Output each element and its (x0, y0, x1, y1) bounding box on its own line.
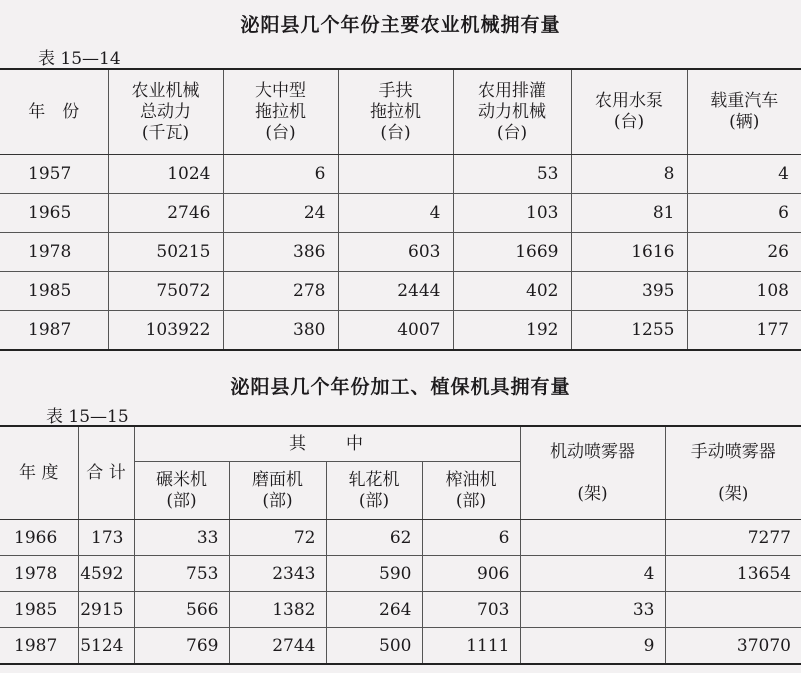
cell-hand-sprayer: 7277 (665, 520, 801, 556)
header-hand-sprayer: 手动喷雾器 (架) (665, 426, 801, 520)
table-header-row (0, 426, 801, 462)
table-row (0, 520, 801, 556)
table-row (0, 194, 801, 233)
table-row (0, 233, 801, 272)
cell-oil-press: 906 (422, 556, 520, 592)
header-oil-press: 榨油机 (部) (422, 462, 520, 520)
cell-rice-mill: 33 (134, 520, 229, 556)
cell-total: 4592 (78, 556, 134, 592)
cell-cotton-gin: 62 (326, 520, 422, 556)
cell-cotton-gin: 264 (326, 592, 422, 628)
cell-rice-mill: 566 (134, 592, 229, 628)
cell-irrigation: 192 (453, 311, 571, 351)
cell-truck: 108 (687, 272, 801, 311)
cell-pump: 81 (571, 194, 687, 233)
cell-year: 1985 (0, 272, 108, 311)
cell-flour-mill: 2343 (229, 556, 326, 592)
header-rice-mill: 碾米机 (部) (134, 462, 229, 520)
cell-year: 1987 (14, 635, 58, 656)
header-cotton-gin: 轧花机 (部) (326, 462, 422, 520)
cell-truck: 177 (687, 311, 801, 351)
cell-hand-sprayer (665, 592, 801, 628)
cell-flour-mill: 72 (229, 520, 326, 556)
header-year: 年 份 (0, 69, 108, 155)
cell-power-sprayer: 9 (520, 628, 665, 665)
processing-equipment-table (0, 425, 801, 665)
cell-year: 1966 (0, 520, 78, 556)
cell-hand-tractor (338, 155, 453, 194)
cell-year: 1978 (0, 233, 108, 272)
cell-cotton-gin: 590 (326, 556, 422, 592)
cell-year: 1978 (0, 556, 78, 592)
cell-oil-press: 1111 (422, 628, 520, 665)
cell-rice-mill: 769 (134, 628, 229, 665)
cell-power: 2746 (108, 194, 223, 233)
header-large-tractor: 大中型 拖拉机 (台) (223, 69, 338, 155)
cell-hand-tractor: 4 (338, 194, 453, 233)
cell-year: 1985 (0, 592, 78, 628)
cell-total: 5124 (78, 628, 134, 665)
cell-pump: 1616 (571, 233, 687, 272)
cell-hand-tractor: 2444 (338, 272, 453, 311)
cell-truck: 26 (687, 233, 801, 272)
cell-flour-mill: 2744 (229, 628, 326, 665)
table1-label: 表 15—14 (38, 49, 121, 69)
header-hand-tractor: 手扶 拖拉机 (台) (338, 69, 453, 155)
cell-power: 1024 (108, 155, 223, 194)
header-flour-mill: 磨面机 (部) (229, 462, 326, 520)
cell-year: 1965 (0, 194, 108, 233)
cell-total: 173 (78, 520, 134, 556)
cell-pump: 8 (571, 155, 687, 194)
table-row (0, 311, 801, 351)
header-irrigation: 农用排灌 动力机械 (台) (453, 69, 571, 155)
table1-title: 泌阳县几个年份主要农业机械拥有量 (240, 14, 561, 36)
cell-large-tractor: 386 (223, 233, 338, 272)
cell-large-tractor: 380 (223, 311, 338, 351)
table2-title: 泌阳县几个年份加工、植保机具拥有量 (230, 376, 571, 398)
cell-oil-press: 6 (422, 520, 520, 556)
cell-oil-press: 703 (422, 592, 520, 628)
table-row (0, 272, 801, 311)
cell-cotton-gin: 500 (326, 628, 422, 665)
table-row (0, 592, 801, 628)
cell-truck: 6 (687, 194, 801, 233)
cell-pump: 1255 (571, 311, 687, 351)
cell-hand-sprayer: 13654 (665, 556, 801, 592)
header-total: 合 计 (78, 426, 134, 520)
cell-power: 75072 (108, 272, 223, 311)
agri-machinery-table (0, 68, 801, 351)
cell-irrigation: 53 (453, 155, 571, 194)
header-year: 年 度 (0, 426, 78, 520)
cell-pump: 395 (571, 272, 687, 311)
cell-truck: 4 (687, 155, 801, 194)
cell-power: 50215 (108, 233, 223, 272)
cell-year: 1987 (28, 320, 72, 340)
cell-hand-sprayer: 37070 (665, 628, 801, 665)
table-row (0, 628, 801, 665)
header-power: 农业机械 总动力 (千瓦) (108, 69, 223, 155)
cell-flour-mill: 1382 (229, 592, 326, 628)
cell-power-sprayer: 33 (520, 592, 665, 628)
cell-large-tractor: 6 (223, 155, 338, 194)
table-row (0, 155, 801, 194)
cell-large-tractor: 278 (223, 272, 338, 311)
cell-hand-tractor: 603 (338, 233, 453, 272)
cell-power-sprayer: 4 (520, 556, 665, 592)
cell-year: 1957 (0, 155, 108, 194)
table-header-row (0, 69, 801, 155)
cell-power-sprayer (520, 520, 665, 556)
cell-hand-tractor: 4007 (338, 311, 453, 351)
table2-label: 表 15—15 (46, 407, 129, 427)
cell-large-tractor: 24 (223, 194, 338, 233)
header-power-sprayer: 机动喷雾器 (架) (520, 426, 665, 520)
header-group-of-which: 其 中 (134, 426, 520, 462)
cell-irrigation: 1669 (453, 233, 571, 272)
cell-total: 2915 (78, 592, 134, 628)
table-row (0, 556, 801, 592)
cell-rice-mill: 753 (134, 556, 229, 592)
header-pump: 农用水泵 (台) (571, 69, 687, 155)
header-truck: 载重汽车 (辆) (687, 69, 801, 155)
cell-irrigation: 103 (453, 194, 571, 233)
cell-power: 103922 (108, 311, 223, 351)
cell-irrigation: 402 (453, 272, 571, 311)
